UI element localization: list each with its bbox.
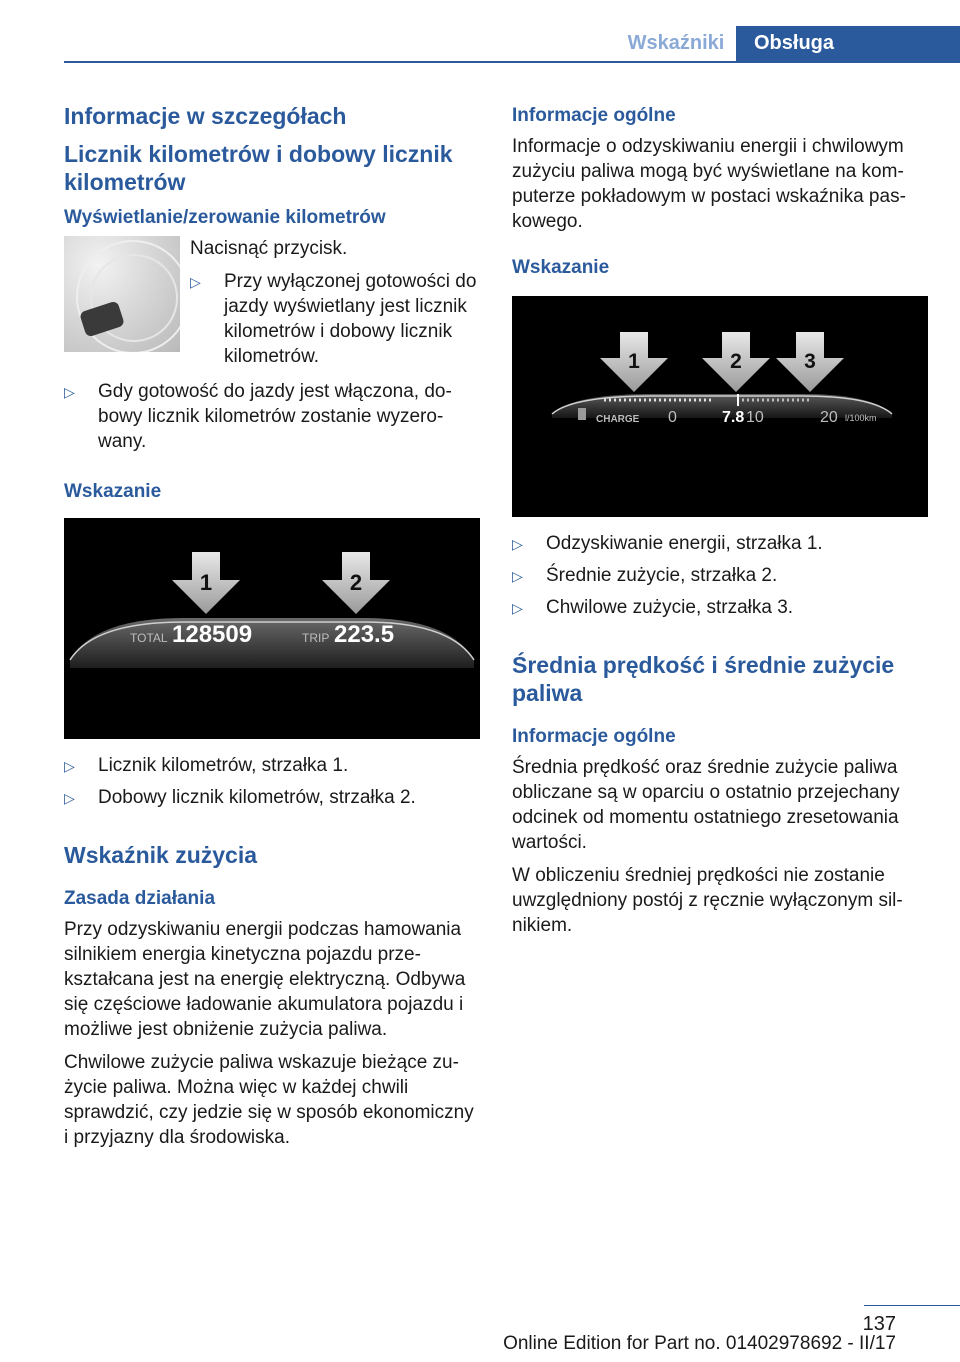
bullet-triangle-icon: ▷ xyxy=(512,600,523,616)
press-button-text: Nacisnąć przycisk. xyxy=(190,238,348,259)
bullet-triangle-icon: ▷ xyxy=(512,536,523,552)
total-label: TOTAL xyxy=(130,631,168,645)
heading-indication-2: Wskazanie xyxy=(512,257,610,278)
tab-obsluga[interactable]: Obsługa xyxy=(736,26,960,61)
heading-general: Informacje ogólne xyxy=(512,105,676,126)
paragraph-average-1: Średnia prędkość oraz średnie zużycie paliwa obliczane są w oparciu o ostatnio przejechany odcinek od momentu ostatniego zresetowania wartości. xyxy=(512,757,900,853)
page-header xyxy=(0,0,960,64)
arrow-1-label: 1 xyxy=(628,350,640,373)
paragraph-principle-1: Przy odzyskiwaniu energii podczas hamowania silnikiem energia kinetyczna pojazdu przekształcana jest na energię elektryczną. Odbywa się częściowe ładowanie akumulatora pojazdu i możliwe jest obniżenie zużycia paliwa. xyxy=(64,919,466,1040)
list-item: ▷ Chwilowe zużycie, strzałka 3. xyxy=(512,595,928,621)
paragraph-average-2: W obliczeniu średniej prędkości nie zostanie uwzględniony postój z ręcznie wyłączonym silnikiem. xyxy=(512,865,903,936)
page-number: 137 xyxy=(862,1313,896,1335)
consumption-display-figure xyxy=(512,296,928,517)
heading-display-reset: Wyświetlanie/zerowanie kilometrów xyxy=(64,207,386,228)
bullet-triangle-icon: ▷ xyxy=(512,568,523,584)
list-item: ▷ Gdy gotowość do jazdy jest włączona, dobowy licznik kilometrów zostanie wyzerowany. xyxy=(64,381,452,452)
list-item: ▷ Licznik kilometrów, strzałka 1. xyxy=(64,753,480,779)
heading-average: Średnia prędkość i średnie zużycie paliwa xyxy=(512,652,895,706)
heading-details: Informacje w szczegółach xyxy=(64,103,347,129)
total-value: 128509 xyxy=(172,621,253,648)
arrow-1-label: 1 xyxy=(199,570,213,595)
charge-label: CHARGE xyxy=(596,414,640,425)
paragraph-principle-2: Chwilowe zużycie paliwa wskazuje bieżące zużycie paliwa. Można więc w każdej chwili sprawdzić, czy jedzie się w sposób ekonomiczny i przyjazny dla środowiska. xyxy=(64,1052,474,1148)
trip-label: TRIP xyxy=(302,631,330,645)
list-item: ▷ Odzyskiwanie energii, strzałka 1. xyxy=(512,531,928,557)
trip-value: 223.5 xyxy=(334,621,395,648)
bullet-triangle-icon: ▷ xyxy=(190,274,201,290)
heading-general-2: Informacje ogólne xyxy=(512,726,676,747)
unit-label: l/100km xyxy=(845,413,877,423)
button-instruction xyxy=(64,236,480,375)
arrow-2-label: 2 xyxy=(730,350,742,373)
bullet-triangle-icon: ▷ xyxy=(64,384,75,400)
bullet-triangle-icon: ▷ xyxy=(64,790,75,806)
odometer-button-photo xyxy=(64,236,180,352)
heading-odometer: Licznik kilometrów i dobowy licznik kilometrów xyxy=(64,141,453,195)
heading-consumption: Wskaźnik zużycia xyxy=(64,842,258,868)
footer-rule xyxy=(864,1305,960,1306)
tick-0: 0 xyxy=(668,409,677,426)
odometer-display-figure xyxy=(64,518,480,739)
tick-10: 10 xyxy=(746,409,764,426)
bullet-triangle-icon: ▷ xyxy=(64,758,75,774)
left-column xyxy=(64,96,480,1158)
list-item: ▷ Przy wyłączonej gotowości do jazdy wyświetlany jest licznik kilometrów i dobowy licznik kilometrów. xyxy=(190,271,477,367)
fuel-pump-icon xyxy=(578,408,586,420)
edition-text: Online Edition for Part no. 01402978692 - II/17 xyxy=(503,1333,896,1354)
list-item: ▷ Dobowy licznik kilometrów, strzałka 2. xyxy=(64,785,480,811)
arrow-3-label: 3 xyxy=(804,350,816,373)
tab-wskazniki[interactable]: Wskaźniki xyxy=(627,32,725,54)
header-rule xyxy=(64,61,960,63)
paragraph-general: Informacje o odzyskiwaniu energii i chwilowym zużyciu paliwa mogą być wyświetlane na komputerze pokładowym w postaci wskaźnika paskowego. xyxy=(512,136,906,232)
arrow-2-label: 2 xyxy=(349,570,363,595)
right-column xyxy=(512,96,928,946)
current-value: 7.8 xyxy=(722,409,745,426)
heading-principle: Zasada działania xyxy=(64,888,216,909)
list-item: ▷ Średnie zużycie, strzałka 2. xyxy=(512,563,928,589)
heading-indication: Wskazanie xyxy=(64,481,162,502)
tick-20: 20 xyxy=(820,409,838,426)
